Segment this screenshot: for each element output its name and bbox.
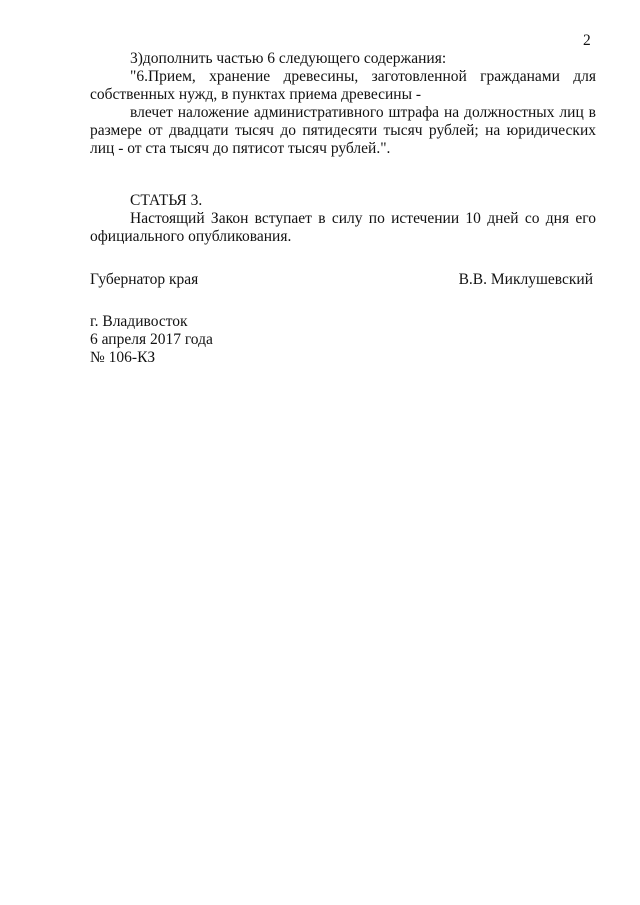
page-number: 2 (583, 32, 591, 49)
paragraph-entry-into-force: Настоящий Закон вступает в силу по истечении 10 дней со дня его официального опубликования. (90, 210, 596, 245)
law-number: № 106-КЗ (90, 349, 156, 366)
paragraph-penalty: влечет наложение административного штрафа на должностных лиц в размере от двадцати тысяч до пятидесяти тысяч рублей; на юридических лиц - от ста тысяч до пятисот тысяч рублей.". (90, 104, 596, 157)
signatory-position: Губернатор края (90, 271, 199, 288)
date: 6 апреля 2017 года (90, 331, 213, 348)
spacer (90, 158, 596, 192)
paragraph-amendment-intro: 3)дополнить частью 6 следующего содержания: (130, 50, 447, 67)
article-title: СТАТЬЯ 3. (130, 192, 203, 209)
signatory-name: В.В. Миклушевский (458, 271, 593, 288)
place-date-block (90, 313, 213, 367)
signature-block (90, 271, 593, 289)
paragraph-part-6: "6.Прием, хранение древесины, заготовленной гражданами для собственных нужд, в пунктах приема древесины - (90, 68, 596, 103)
city: г. Владивосток (90, 313, 188, 330)
document-body (90, 50, 596, 246)
